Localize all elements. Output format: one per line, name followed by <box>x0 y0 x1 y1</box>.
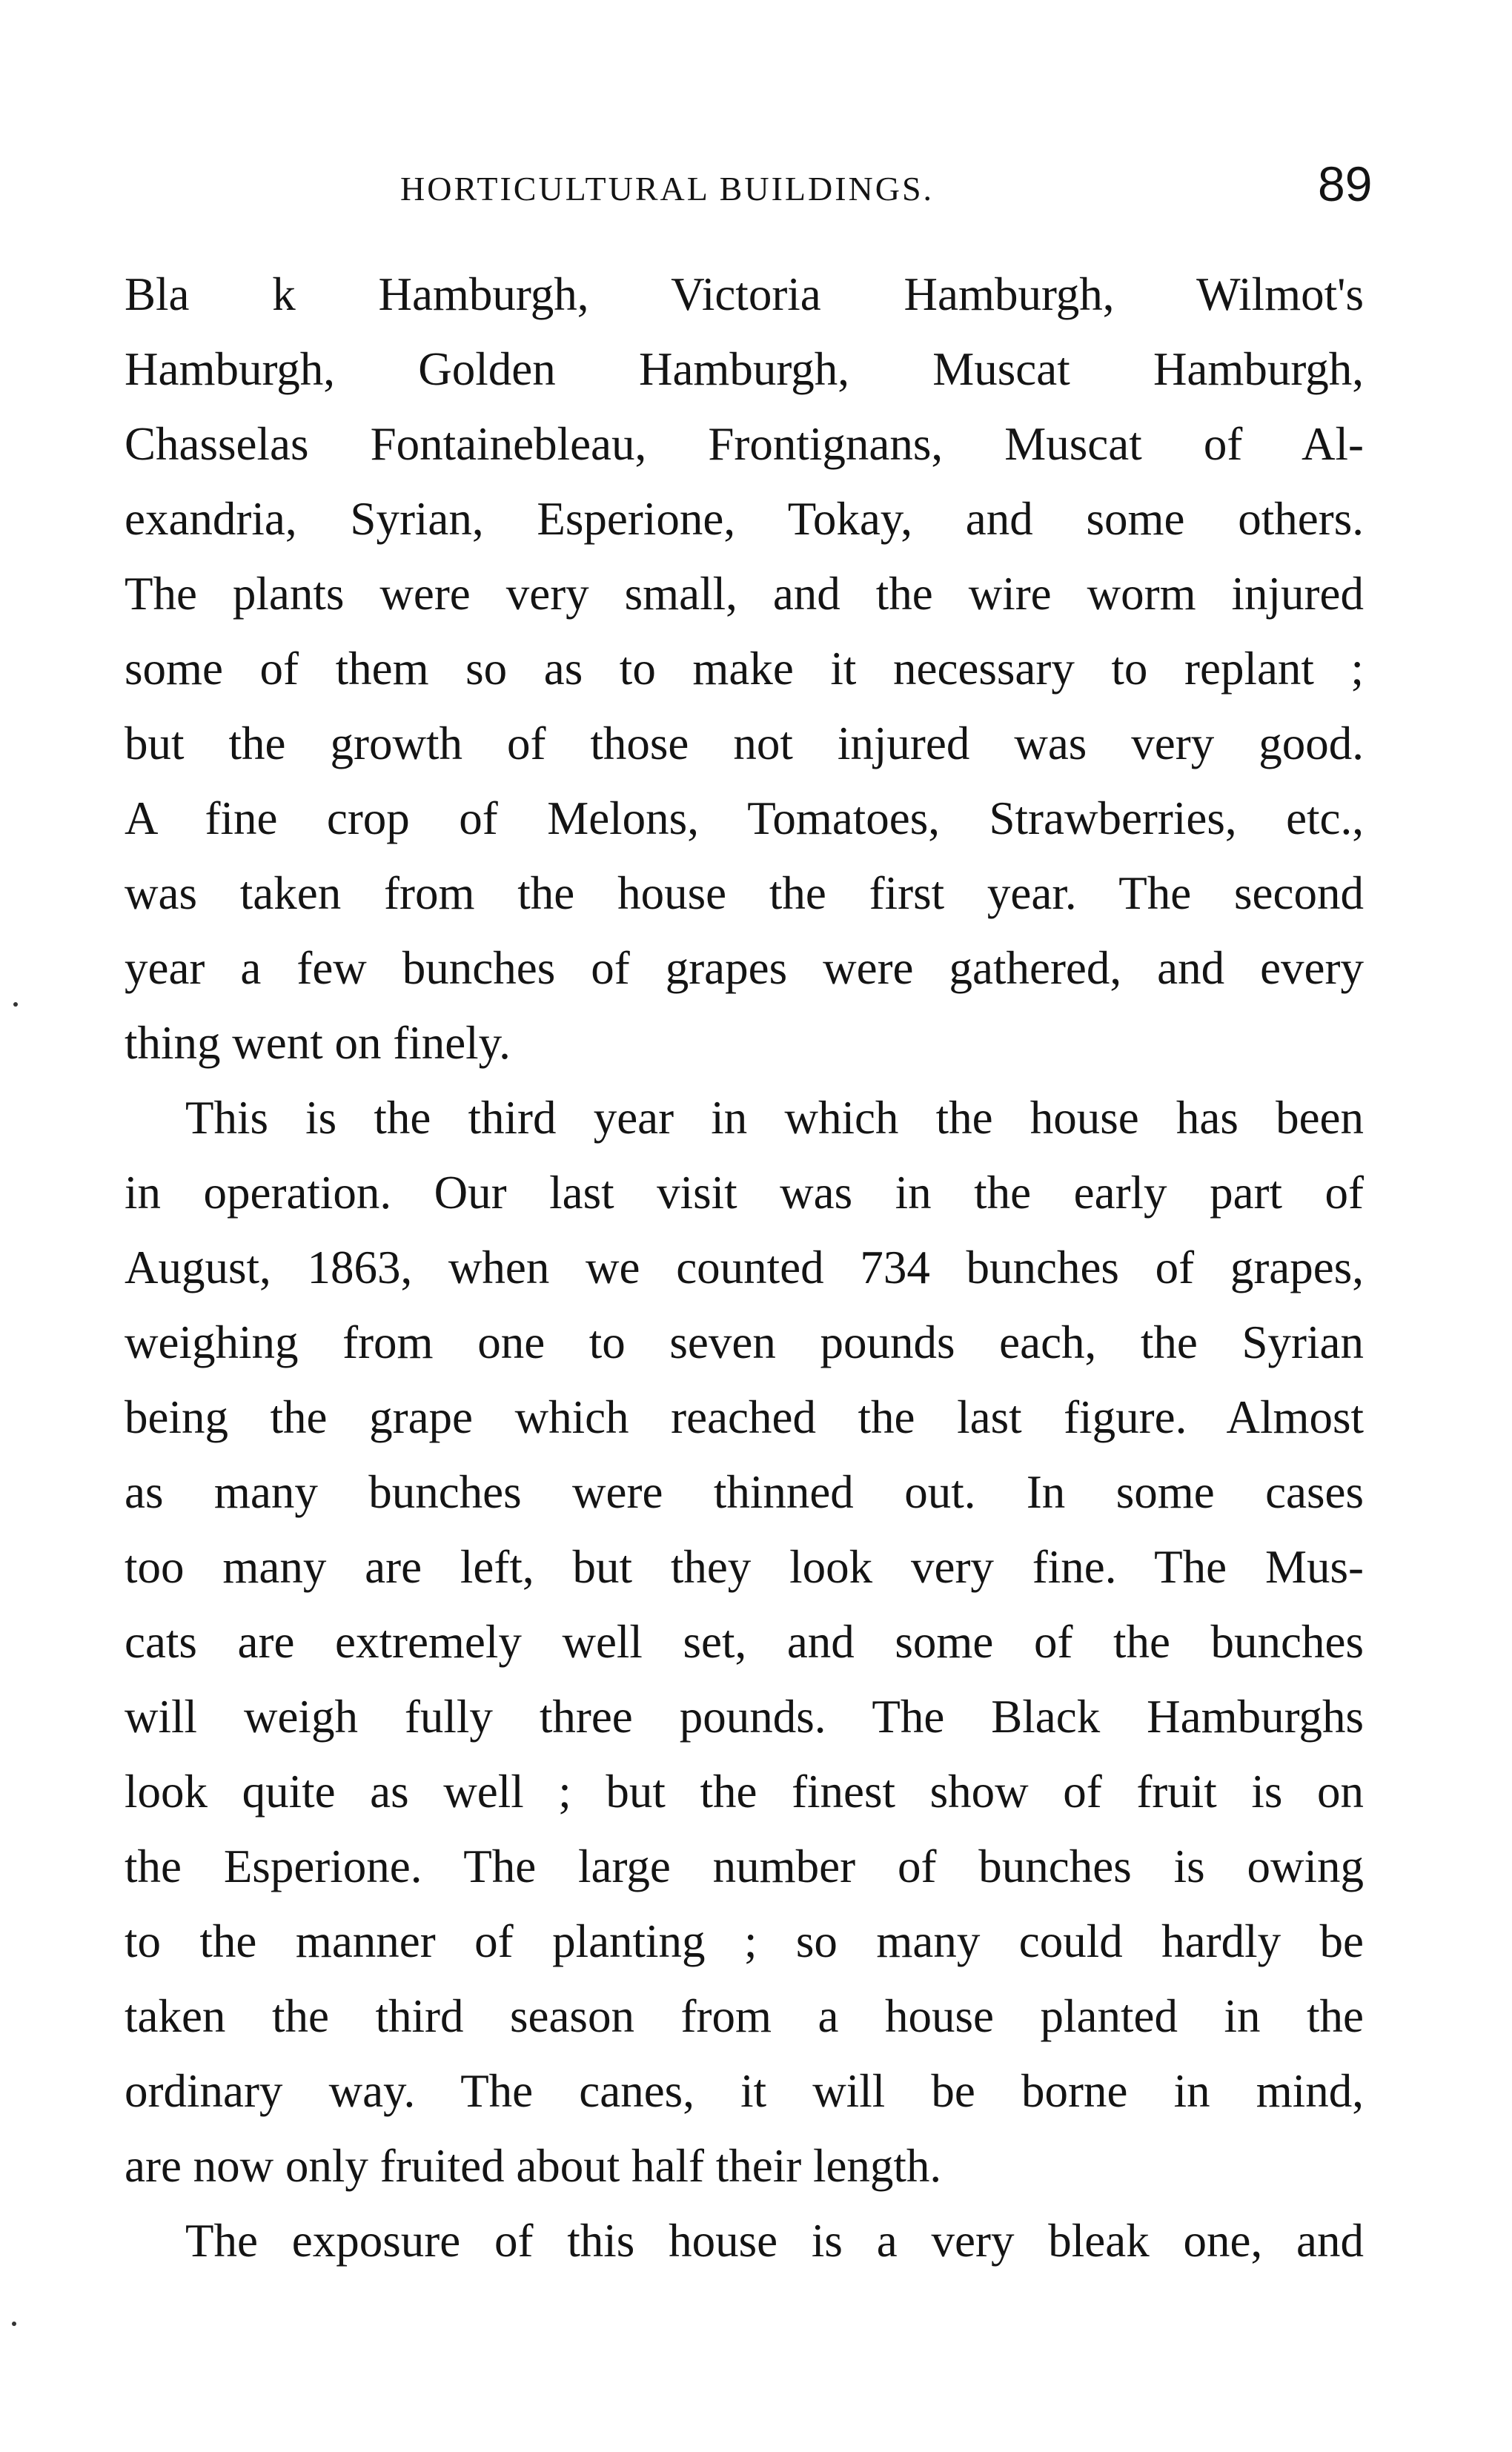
text-line: ordinary way. The canes, it will be borne in mind, <box>125 2065 1364 2117</box>
text-line: A fine crop of Melons, Tomatoes, Strawberries, etc., <box>125 792 1364 844</box>
scan-speck <box>13 1002 18 1007</box>
text-line: some of them so as to make it necessary to replant ; <box>125 643 1364 695</box>
text-line: taken the third season from a house planted in the <box>125 1990 1364 2042</box>
text-line: weighing from one to seven pounds each, the Syrian <box>125 1316 1364 1368</box>
text-line: August, 1863, when we counted 734 bunches of grapes, <box>125 1242 1364 1293</box>
running-head: HORTICULTURAL BUILDINGS. <box>400 170 935 208</box>
text-line: are now only fruited about half their length. <box>125 2140 942 2192</box>
text-line: cats are extremely well set, and some of the bunches <box>125 1616 1364 1668</box>
text-line: was taken from the house the first year. The second <box>125 867 1364 919</box>
text-line: but the growth of those not injured was very good. <box>125 718 1364 769</box>
text-line: to the manner of planting ; so many could hardly be <box>125 1915 1364 1967</box>
text-line: Hamburgh, Golden Hamburgh, Muscat Hamburgh, <box>125 343 1364 395</box>
text-line: thing went on finely. <box>125 1017 511 1069</box>
text-line: in operation. Our last visit was in the early part of <box>125 1167 1364 1219</box>
scan-speck <box>12 2322 16 2326</box>
text-line: too many are left, but they look very fine. The Mus- <box>125 1541 1364 1593</box>
paragraph-first-line: This is the third year in which the house has been <box>185 1092 1364 1144</box>
text-line: look quite as well ; but the finest show of fruit is on <box>125 1766 1364 1818</box>
text-line: year a few bunches of grapes were gathered, and every <box>125 942 1364 994</box>
text-line: exandria, Syrian, Esperione, Tokay, and some others. <box>125 493 1364 545</box>
paragraph-first-line: The exposure of this house is a very bleak one, and <box>185 2215 1364 2267</box>
text-line: as many bunches were thinned out. In some cases <box>125 1466 1364 1518</box>
text-line: The plants were very small, and the wire worm injured <box>125 568 1364 620</box>
text-line: the Esperione. The large number of bunches is owing <box>125 1840 1364 1892</box>
text-line: will weigh fully three pounds. The Black Hamburghs <box>125 1691 1364 1743</box>
text-line: being the grape which reached the last figure. Almost <box>125 1391 1364 1443</box>
text-line: Bla k Hamburgh, Victoria Hamburgh, Wilmot's <box>125 268 1364 320</box>
page-number: 89 <box>1318 156 1373 211</box>
text-line: Chasselas Fontainebleau, Frontignans, Muscat of Al- <box>125 418 1364 470</box>
